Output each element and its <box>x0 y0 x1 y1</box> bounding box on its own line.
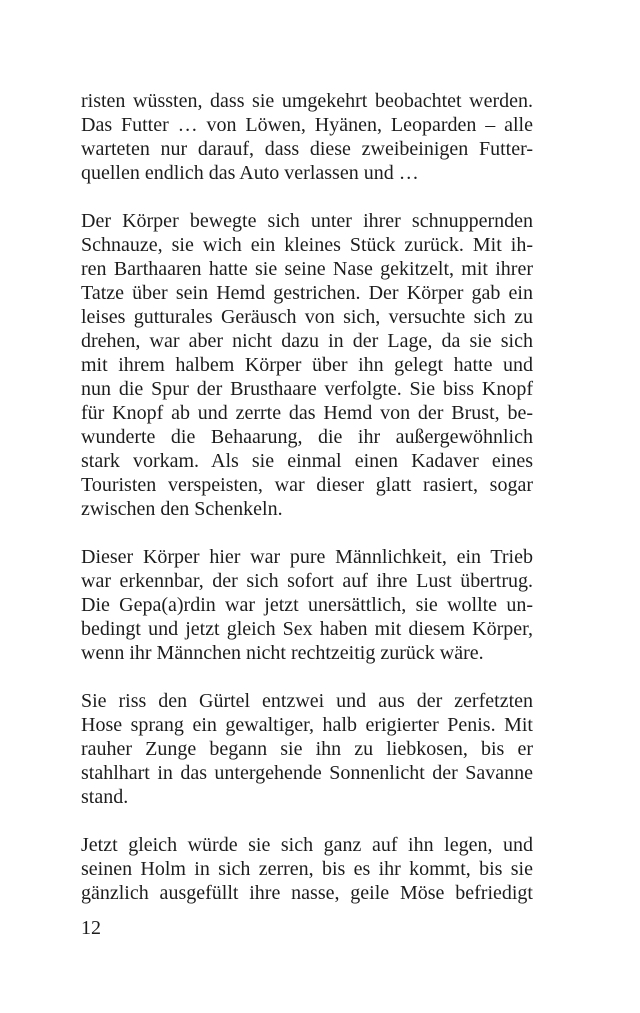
text-line: zwischen den Schenkeln. <box>81 498 283 520</box>
text-line: gänzlich ausgefüllt ihre nasse, geile Möse befriedigt <box>81 882 533 904</box>
paragraph <box>81 689 533 809</box>
page-number: 12 <box>81 917 101 939</box>
text-line: quellen endlich das Auto verlassen und … <box>81 162 419 184</box>
text-line: warteten nur darauf, dass diese zweibeinigen Futter- <box>81 138 533 160</box>
text-line: Sie riss den Gürtel entzwei und aus der zerfetzten <box>81 690 533 712</box>
text-line: Jetzt gleich würde sie sich ganz auf ihn legen, und <box>81 834 533 856</box>
text-line: war erkennbar, der sich sofort auf ihre Lust übertrug. <box>81 570 533 592</box>
text-line: für Knopf ab und zerrte das Hemd von der Brust, be- <box>81 402 533 424</box>
text-line: nun die Spur der Brusthaare verfolgte. Sie biss Knopf <box>81 378 533 400</box>
text-line: stahlhart in das untergehende Sonnenlicht der Savanne <box>81 762 533 784</box>
text-line: Die Gepa(a)rdin war jetzt unersättlich, sie wollte un- <box>81 594 533 616</box>
text-line: risten wüssten, dass sie umgekehrt beobachtet werden. <box>81 90 533 112</box>
text-line: bedingt und jetzt gleich Sex haben mit diesem Körper, <box>81 618 533 640</box>
text-line: rauher Zunge begann sie ihn zu liebkosen, bis er <box>81 738 533 760</box>
text-line: seinen Holm in sich zerren, bis es ihr kommt, bis sie <box>81 858 533 880</box>
text-line: Schnauze, sie wich ein kleines Stück zurück. Mit ih- <box>81 234 533 256</box>
text-line: Dieser Körper hier war pure Männlichkeit, ein Trieb <box>81 546 533 568</box>
paragraph <box>81 89 533 185</box>
text-line: stand. <box>81 786 129 808</box>
text-line: drehen, war aber nicht dazu in der Lage, da sie sich <box>81 330 533 352</box>
text-line: wunderte die Behaarung, die ihr außergewöhnlich <box>81 426 533 448</box>
text-line: Tatze über sein Hemd gestrichen. Der Körper gab ein <box>81 282 533 304</box>
paragraph <box>81 833 533 905</box>
paragraph <box>81 545 533 665</box>
text-line: ren Barthaaren hatte sie seine Nase gekitzelt, mit ihrer <box>81 258 533 280</box>
text-line: Touristen verspeisten, war dieser glatt rasiert, sogar <box>81 474 533 496</box>
text-line: stark vorkam. Als sie einmal einen Kadaver eines <box>81 450 533 472</box>
text-line: Der Körper bewegte sich unter ihrer schnuppernden <box>81 210 533 232</box>
text-line: leises gutturales Geräusch von sich, versuchte sich zu <box>81 306 533 328</box>
text-line: mit ihrem halbem Körper über ihn gelegt hatte und <box>81 354 533 376</box>
text-line: Hose sprang ein gewaltiger, halb erigierter Penis. Mit <box>81 714 533 736</box>
text-line: Das Futter … von Löwen, Hyänen, Leoparden – alle <box>81 114 533 136</box>
body-text <box>81 89 533 905</box>
paragraph <box>81 209 533 521</box>
text-line: wenn ihr Männchen nicht rechtzeitig zurück wäre. <box>81 642 484 664</box>
